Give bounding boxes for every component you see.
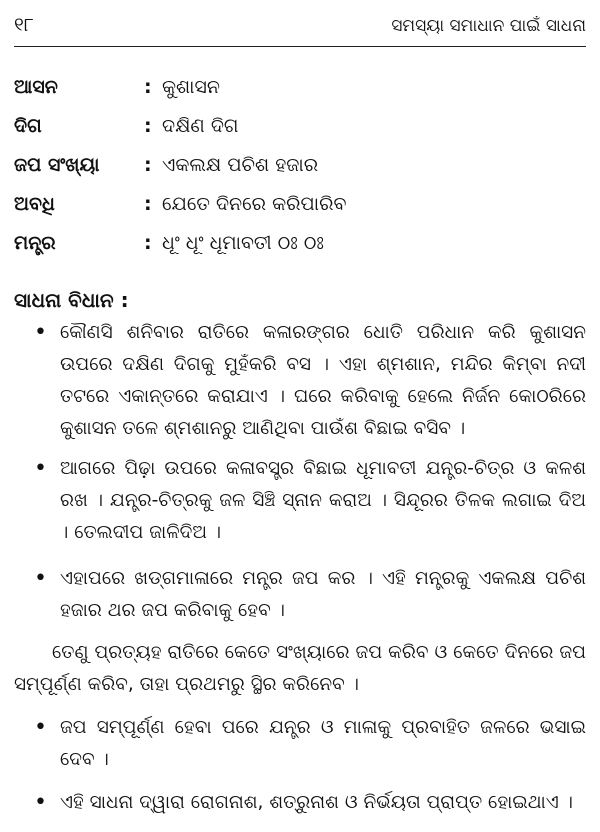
attribute-colon: : xyxy=(144,193,152,215)
attribute-row-seat xyxy=(14,76,586,115)
attribute-label: ଆସନ xyxy=(14,76,58,98)
attribute-colon: : xyxy=(144,232,152,254)
bullet-marker: • xyxy=(34,715,47,740)
attribute-colon: : xyxy=(144,115,152,137)
list-item: ଆଗରେ ପିଢ଼ା ଉପରେ କଳାବସ୍ତ୍ର ବିଛାଇ ଧୂମାବତୀ ଯନ୍ତ୍ର-ଚିତ୍ର ଓ କଳଶ ରଖ । ଯନ୍ତ୍ର-ଚିତ୍ରକୁ ଜଳ ସିଞ୍ଚି ସ୍ନାନ କରାଅ । ସିନ୍ଦୂରର ତିଳକ ଲଗାଇ ଦିଅ । ତେଲଦୀପ ଜାଳିଦିଅ । xyxy=(60,458,586,543)
running-title: ସମସ୍ୟା ସମାଧାନ ପାଇଁ ସାଧନା xyxy=(391,16,586,36)
body-paragraph: ତେଣୁ ପ୍ରତ୍ୟହ ରାତିରେ କେତେ ସଂଖ୍ୟାରେ ଜପ କରିବ ଓ କେତେ ଦିନରେ ଜପ ସମ୍ପୂର୍ଣ୍ଣ କରିବ, ତାହା ପ୍ରଥମରୁ ସ୍ଥିର କରିନେବ । xyxy=(14,642,586,695)
attribute-label: ଜପ ସଂଖ୍ୟା xyxy=(14,154,100,176)
bullet-marker: • xyxy=(34,456,47,481)
attribute-value: କୁଶାସନ xyxy=(162,76,220,98)
attribute-row-duration xyxy=(14,193,586,232)
section-heading: ସାଧନା ବିଧାନ : xyxy=(14,288,129,312)
page-number: ୧୮ xyxy=(14,14,34,36)
bullet-marker: • xyxy=(34,320,47,345)
attribute-value: ଦକ୍ଷିଣ ଦିଗ xyxy=(162,115,239,137)
ritual-attributes xyxy=(14,76,586,271)
list-item: ଜପ ସମ୍ପୂର୍ଣ୍ଣ ହେବା ପରେ ଯନ୍ତ୍ର ଓ ମାଳାକୁ ପ୍ରବାହିତ ଜଳରେ ଭସାଇ ଦେବ । xyxy=(60,717,586,770)
bullet-marker: • xyxy=(34,790,47,815)
list-item: ଏହାପରେ ଖଡ୍ଗମାଳାରେ ମନ୍ତ୍ର ଜପ କର । ଏହି ମନ୍ତ୍ରକୁ ଏକଲକ୍ଷ ପଚିଶ ହଜାର ଥର ଜପ କରିବାକୁ ହେବ । xyxy=(60,568,586,621)
attribute-colon: : xyxy=(144,154,152,176)
attribute-row-chant-count xyxy=(14,154,586,193)
attribute-value: ଏକଲକ୍ଷ ପଚିଶ ହଜାର xyxy=(162,154,319,176)
attribute-label: ଅବଧି xyxy=(14,193,55,215)
attribute-label: ଦିଗ xyxy=(14,115,42,137)
attribute-colon: : xyxy=(144,76,152,98)
attribute-row-direction xyxy=(14,115,586,154)
attribute-value: ଯେତେ ଦିନରେ କରିପାରିବ xyxy=(162,193,347,215)
attribute-row-mantra xyxy=(14,232,586,271)
bullet-marker: • xyxy=(34,566,47,591)
attribute-label: ମନ୍ତ୍ର xyxy=(14,232,56,254)
list-item: ଏହି ସାଧନା ଦ୍ୱାରା ରୋଗନାଶ, ଶତ୍ରୁନାଶ ଓ ନିର୍ଭୟତା ପ୍ରାପ୍ତ ହୋଇଥାଏ । xyxy=(60,792,573,813)
attribute-value: ଧୂଂ ଧୂଂ ଧୂମାବତୀ ଠଃ ଠଃ xyxy=(162,232,324,254)
list-item: କୌଣସି ଶନିବାର ରାତିରେ କଳାରଙ୍ଗର ଧୋତି ପରିଧାନ କରି କୁଶାସନ ଉପରେ ଦକ୍ଷିଣ ଦିଗକୁ ମୁହଁକରି ବସ । ଏହା ଶ୍ମଶାନ, ମନ୍ଦିର କିମ୍ବା ନଦୀ ତଟରେ ଏକାନ୍ତରେ କରାଯାଏ । ଘରେ କରିବାକୁ ହେଲେ ନିର୍ଜନ କୋଠରିରେ କୁଶାସନ ତଳେ ଶ୍ମଶାନରୁ ଆଣିଥିବା ପାଉଁଶ ବିଛାଇ ବସିବ । xyxy=(60,322,586,439)
page-header xyxy=(14,4,586,47)
